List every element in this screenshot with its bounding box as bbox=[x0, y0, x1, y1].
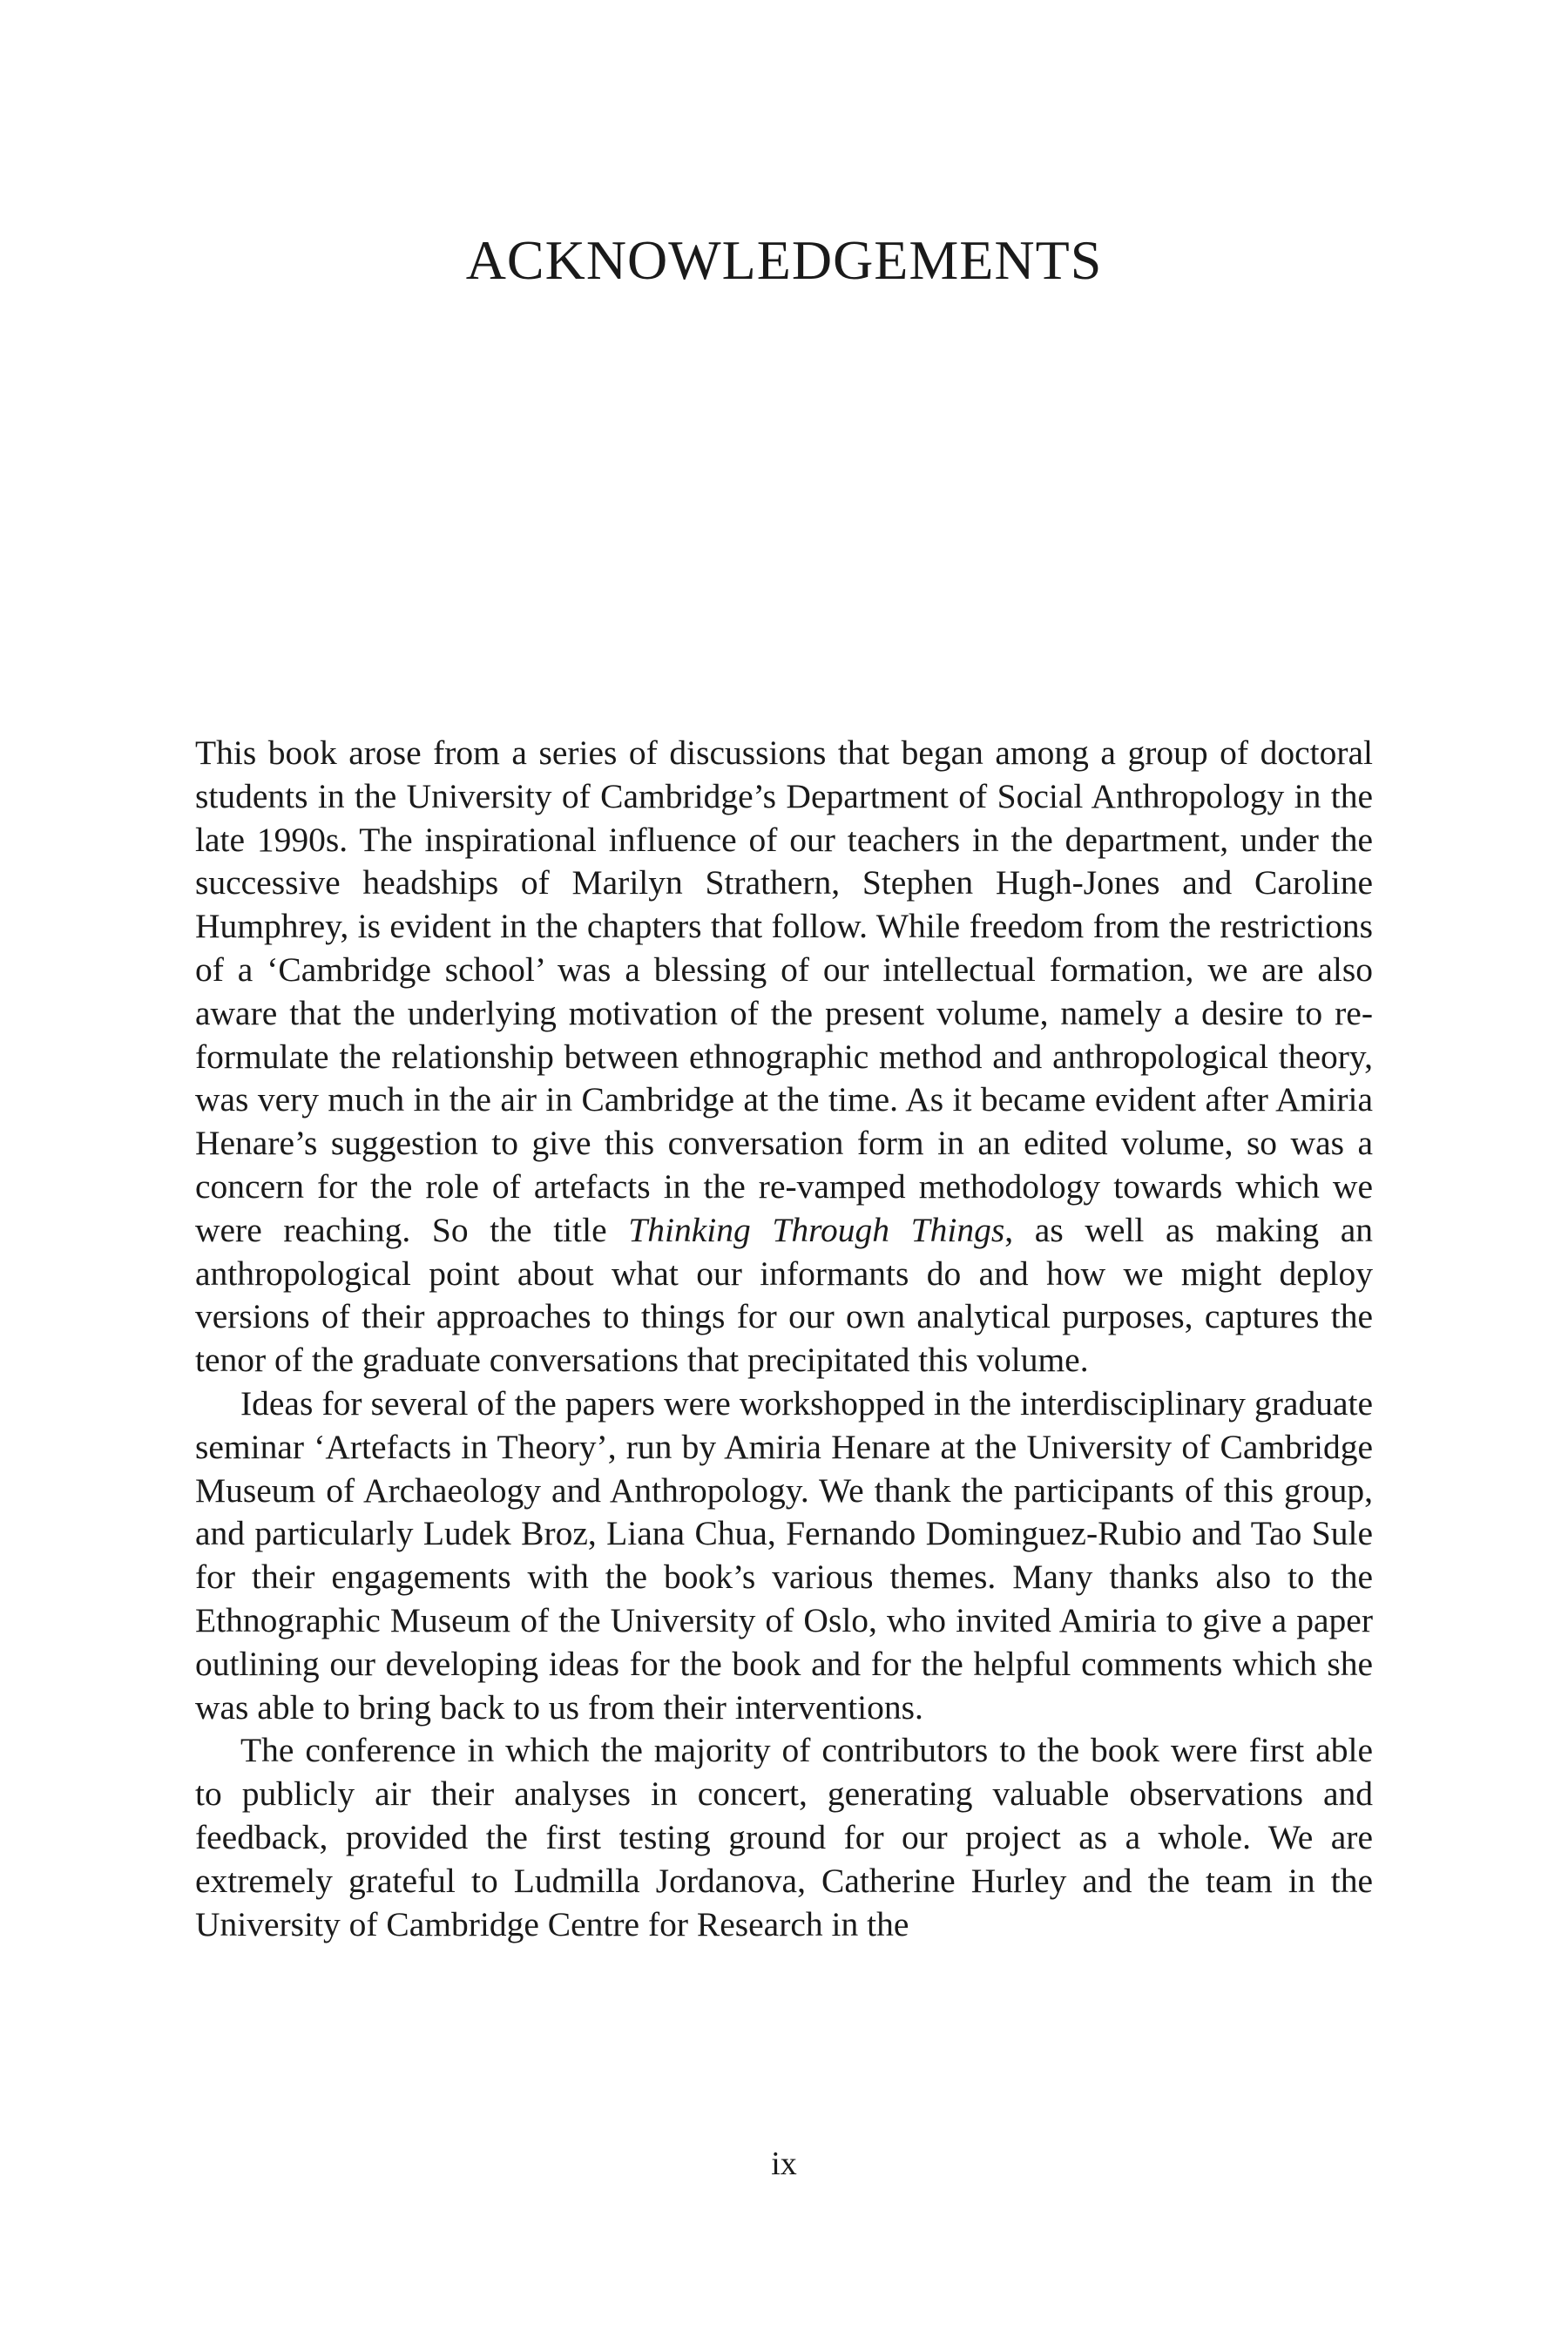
page-title: ACKNOWLEDGEMENTS bbox=[465, 229, 1103, 291]
paragraph-3: The conference in which the majority of contributors to the book were first able to publicly air their analyses in concert, generating valuable observations and feedback, provided the first testing ground for our project as a whole. We are extremely grateful to Ludmilla Jordanova, Catherine Hurley and the team in the University of Cambridge Centre for Research in the bbox=[195, 1731, 1373, 1943]
paragraph-1-text-after: , as well as making an anthropological point about what our informants do and how we might deploy versions of their approaches to things for our own analytical purposes, captures the tenor of the graduate conversations that precipitated this volume. bbox=[195, 1210, 1374, 1380]
paragraph-2: Ideas for several of the papers were workshopped in the interdisciplinary graduate seminar ‘Artefacts in Theory’, run by Amiria Henare at the University of Cambridge Museum of Archaeology and Anthropology. We thank the participants of this group, and particularly Ludek Broz, Liana Chua, Fernando Dominguez-Rubio and Tao Sule for their engagements with the book’s various themes. Many thanks also to the Ethnographic Museum of the University of Oslo, who invited Amiria to give a paper outlining our developing ideas for the book and for the helpful comments which she was able to bring back to us from their interventions. bbox=[195, 1383, 1373, 1727]
body-text bbox=[195, 732, 1373, 1946]
book-title-italic: Thinking Through Things bbox=[628, 1210, 1005, 1249]
paragraph-1 bbox=[195, 732, 1373, 1382]
paragraph-1-text-before: This book arose from a series of discussions that began among a group of doctoral students in the University of Cambridge’s Department of Social Anthropology in the late 1990s. The inspirational influence of our teachers in the department, under the successive headships of Marilyn Strathern, Stephen Hugh-Jones and Caroline Humphrey, is evident in the chapters that follow. While freedom from the restrictions of a ‘Cambridge school’ was a blessing of our intellectual formation, we are also aware that the underlying motivation of the present volume, namely a desire to re-formulate the relationship between ethnographic method and anthropological theory, was very much in the air in Cambridge at the time. As it became evident after Amiria Henare’s suggestion to give this conversation form in an edited volume, so was a concern for the role of artefacts in the re-vamped methodology towards which we were reaching. So the title bbox=[195, 733, 1373, 1249]
page-number: ix bbox=[771, 2146, 797, 2182]
